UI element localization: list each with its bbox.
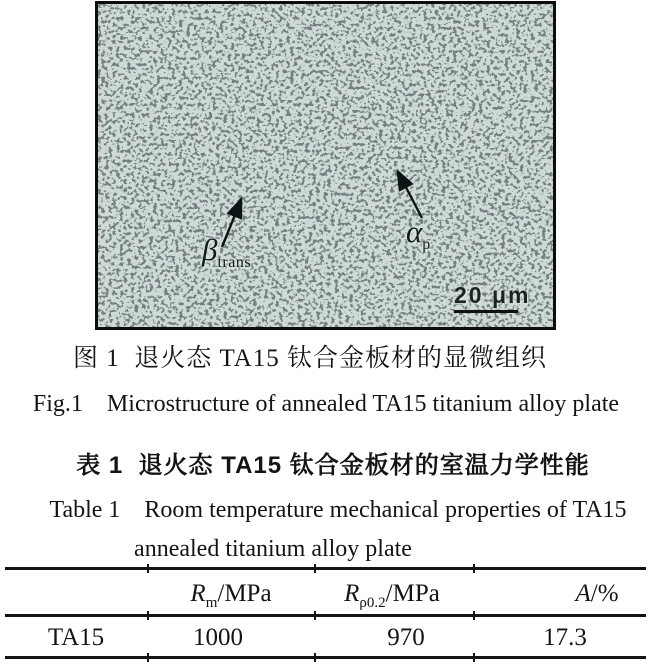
column-tick	[473, 564, 475, 573]
annotation-beta-trans	[202, 232, 251, 272]
annotation-alpha-p	[406, 214, 431, 254]
table-header-elongation	[575, 580, 618, 608]
column-tick	[473, 653, 475, 662]
scale-bar-label: 20 μm	[454, 282, 531, 308]
table-row-label: TA15	[47, 624, 105, 651]
header-symbol: R	[344, 580, 360, 607]
column-tick	[314, 564, 316, 573]
column-tick	[314, 611, 316, 620]
annotation-arrows	[98, 4, 553, 327]
table-rule-top	[5, 567, 646, 570]
table-caption-english-line2: annealed titanium alloy plate	[134, 536, 412, 562]
alpha-subscript: p	[422, 236, 431, 253]
table-header-rp02	[344, 580, 440, 611]
table-header-rm	[190, 580, 272, 611]
column-tick	[473, 611, 475, 620]
table-caption-english-line1: Table 1 Room temperature mechanical properties of TA15	[49, 497, 627, 523]
table-cell-elongation: 17.3	[543, 624, 587, 651]
table-caption-chinese: 表 1 退火态 TA15 钛合金板材的室温力学性能	[76, 452, 590, 479]
figure-caption-english: Fig.1 Microstructure of annealed TA15 titanium alloy plate	[32, 391, 620, 417]
table-cell-rm: 1000	[193, 624, 243, 651]
header-symbol: R	[190, 580, 206, 607]
column-tick	[314, 653, 316, 662]
table-rule-bottom	[5, 656, 646, 659]
beta-subscript: trans	[217, 254, 252, 271]
header-symbol: A	[575, 580, 591, 607]
header-subscript: m	[205, 595, 218, 611]
column-tick	[147, 653, 149, 662]
header-subscript: ρ0.2	[359, 595, 386, 611]
header-unit: /%	[590, 580, 619, 607]
column-tick	[147, 611, 149, 620]
header-unit: /MPa	[385, 580, 440, 607]
scale-bar-line	[454, 310, 518, 313]
header-unit: /MPa	[217, 580, 272, 607]
beta-symbol: β	[202, 232, 218, 267]
alpha-symbol: α	[406, 214, 423, 249]
micrograph-image	[95, 1, 556, 330]
figure-caption-chinese: 图 1 退火态 TA15 钛合金板材的显微组织	[72, 345, 548, 372]
column-tick	[147, 564, 149, 573]
alpha-arrow	[398, 172, 422, 218]
table-rule-middle	[5, 614, 646, 617]
table-cell-rp02: 970	[387, 624, 425, 651]
